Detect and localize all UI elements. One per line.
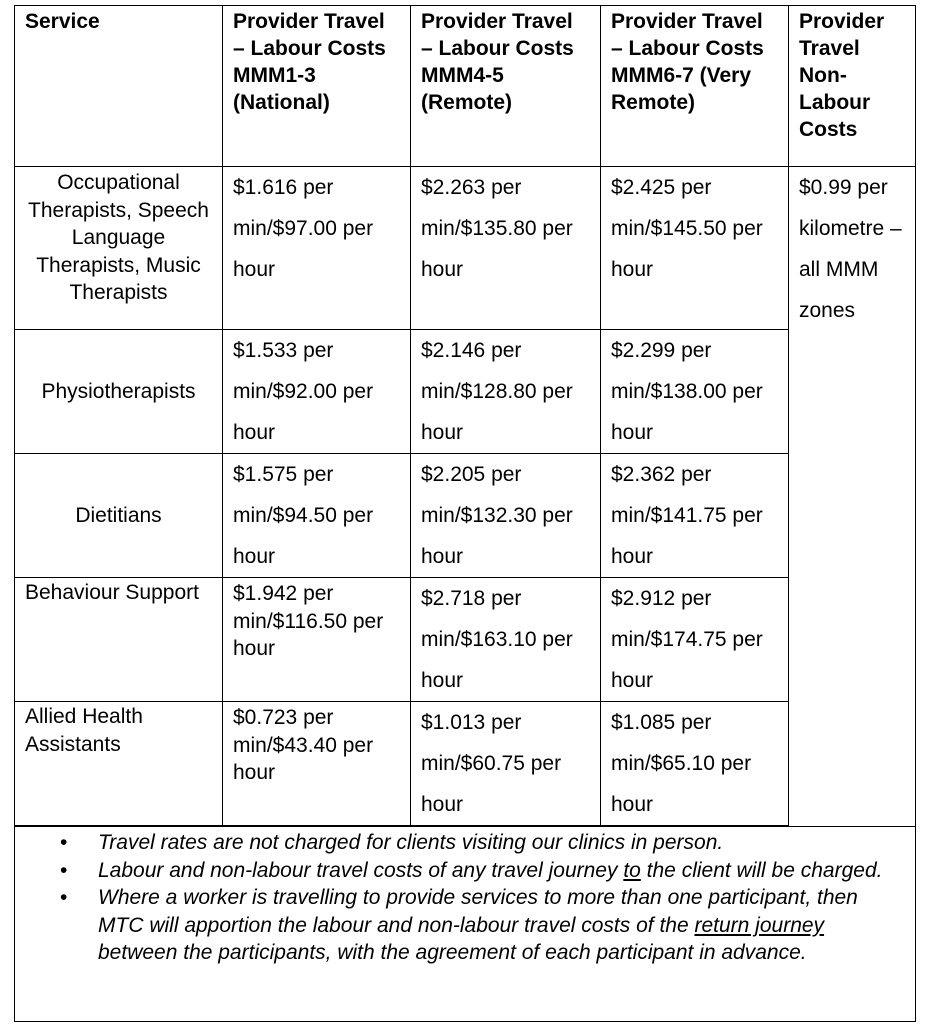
header-row xyxy=(15,6,916,167)
header-service: Service xyxy=(15,6,223,167)
bullet-icon: • xyxy=(60,831,68,854)
rate-mmm1-3: $0.723 per min/$43.40 per hour xyxy=(223,702,411,826)
note-text: the client will be charged. xyxy=(640,858,883,882)
rate-mmm4-5: $2.205 per min/$132.30 per hour xyxy=(411,454,601,578)
rate-mmm4-5: $2.718 per min/$163.10 per hour xyxy=(411,578,601,702)
header-non-labour: Provider Travel Non-Labour Costs xyxy=(789,6,916,167)
table-row xyxy=(15,702,916,826)
service-cell: Occupational Therapists, Speech Language Therapists, Music Therapists xyxy=(15,167,223,330)
header-mmm1-3: Provider Travel – Labour Costs MMM1-3 (National) xyxy=(223,6,411,167)
rate-mmm6-7: $2.425 per min/$145.50 per hour xyxy=(601,167,789,330)
header-mmm6-7: Provider Travel – Labour Costs MMM6-7 (Very Remote) xyxy=(601,6,789,167)
rates-document xyxy=(14,5,916,1022)
rate-mmm1-3: $1.942 per min/$116.50 per hour xyxy=(223,578,411,702)
rate-mmm1-3: $1.575 per min/$94.50 per hour xyxy=(223,454,411,578)
table-row xyxy=(15,454,916,578)
note-item xyxy=(15,884,915,967)
note-underlined-text: to xyxy=(623,858,641,882)
notes-section xyxy=(15,826,915,967)
rate-mmm4-5: $2.146 per min/$128.80 per hour xyxy=(411,330,601,454)
note-text: Where a worker is travelling to provide services to more than one participant, then MTC will apportion the labour and non-labour travel costs of the xyxy=(98,886,858,937)
service-cell: Behaviour Support xyxy=(15,578,223,702)
rate-mmm6-7: $2.299 per min/$138.00 per hour xyxy=(601,330,789,454)
rate-mmm4-5: $1.013 per min/$60.75 per hour xyxy=(411,702,601,826)
rate-mmm6-7: $2.912 per min/$174.75 per hour xyxy=(601,578,789,702)
table-row xyxy=(15,578,916,702)
bullet-icon: • xyxy=(60,858,68,882)
note-text: Travel rates are not charged for clients visiting our clinics in person. xyxy=(98,831,724,854)
travel-rates-table xyxy=(14,5,916,826)
note-text: between the participants, with the agreement of each participant in advance. xyxy=(98,941,807,964)
note-text: Labour and non-labour travel costs of any travel journey xyxy=(98,858,624,882)
bullet-icon: • xyxy=(60,886,68,909)
note-item xyxy=(15,829,915,857)
rate-mmm1-3: $1.533 per min/$92.00 per hour xyxy=(223,330,411,454)
rate-mmm6-7: $1.085 per min/$65.10 per hour xyxy=(601,702,789,826)
header-mmm4-5: Provider Travel – Labour Costs MMM4-5 (Remote) xyxy=(411,6,601,167)
note-item xyxy=(15,857,915,885)
note-underlined-text: return journey xyxy=(694,913,825,937)
service-cell: Allied Health Assistants xyxy=(15,702,223,826)
notes-list xyxy=(15,827,915,967)
rate-mmm4-5: $2.263 per min/$135.80 per hour xyxy=(411,167,601,330)
non-labour-rate: $0.99 per kilometre – all MMM zones xyxy=(789,167,916,826)
table-row xyxy=(15,330,916,454)
rate-mmm6-7: $2.362 per min/$141.75 per hour xyxy=(601,454,789,578)
table-row xyxy=(15,167,916,330)
service-cell: Dietitians xyxy=(15,454,223,578)
rate-mmm1-3: $1.616 per min/$97.00 per hour xyxy=(223,167,411,330)
service-cell: Physiotherapists xyxy=(15,330,223,454)
